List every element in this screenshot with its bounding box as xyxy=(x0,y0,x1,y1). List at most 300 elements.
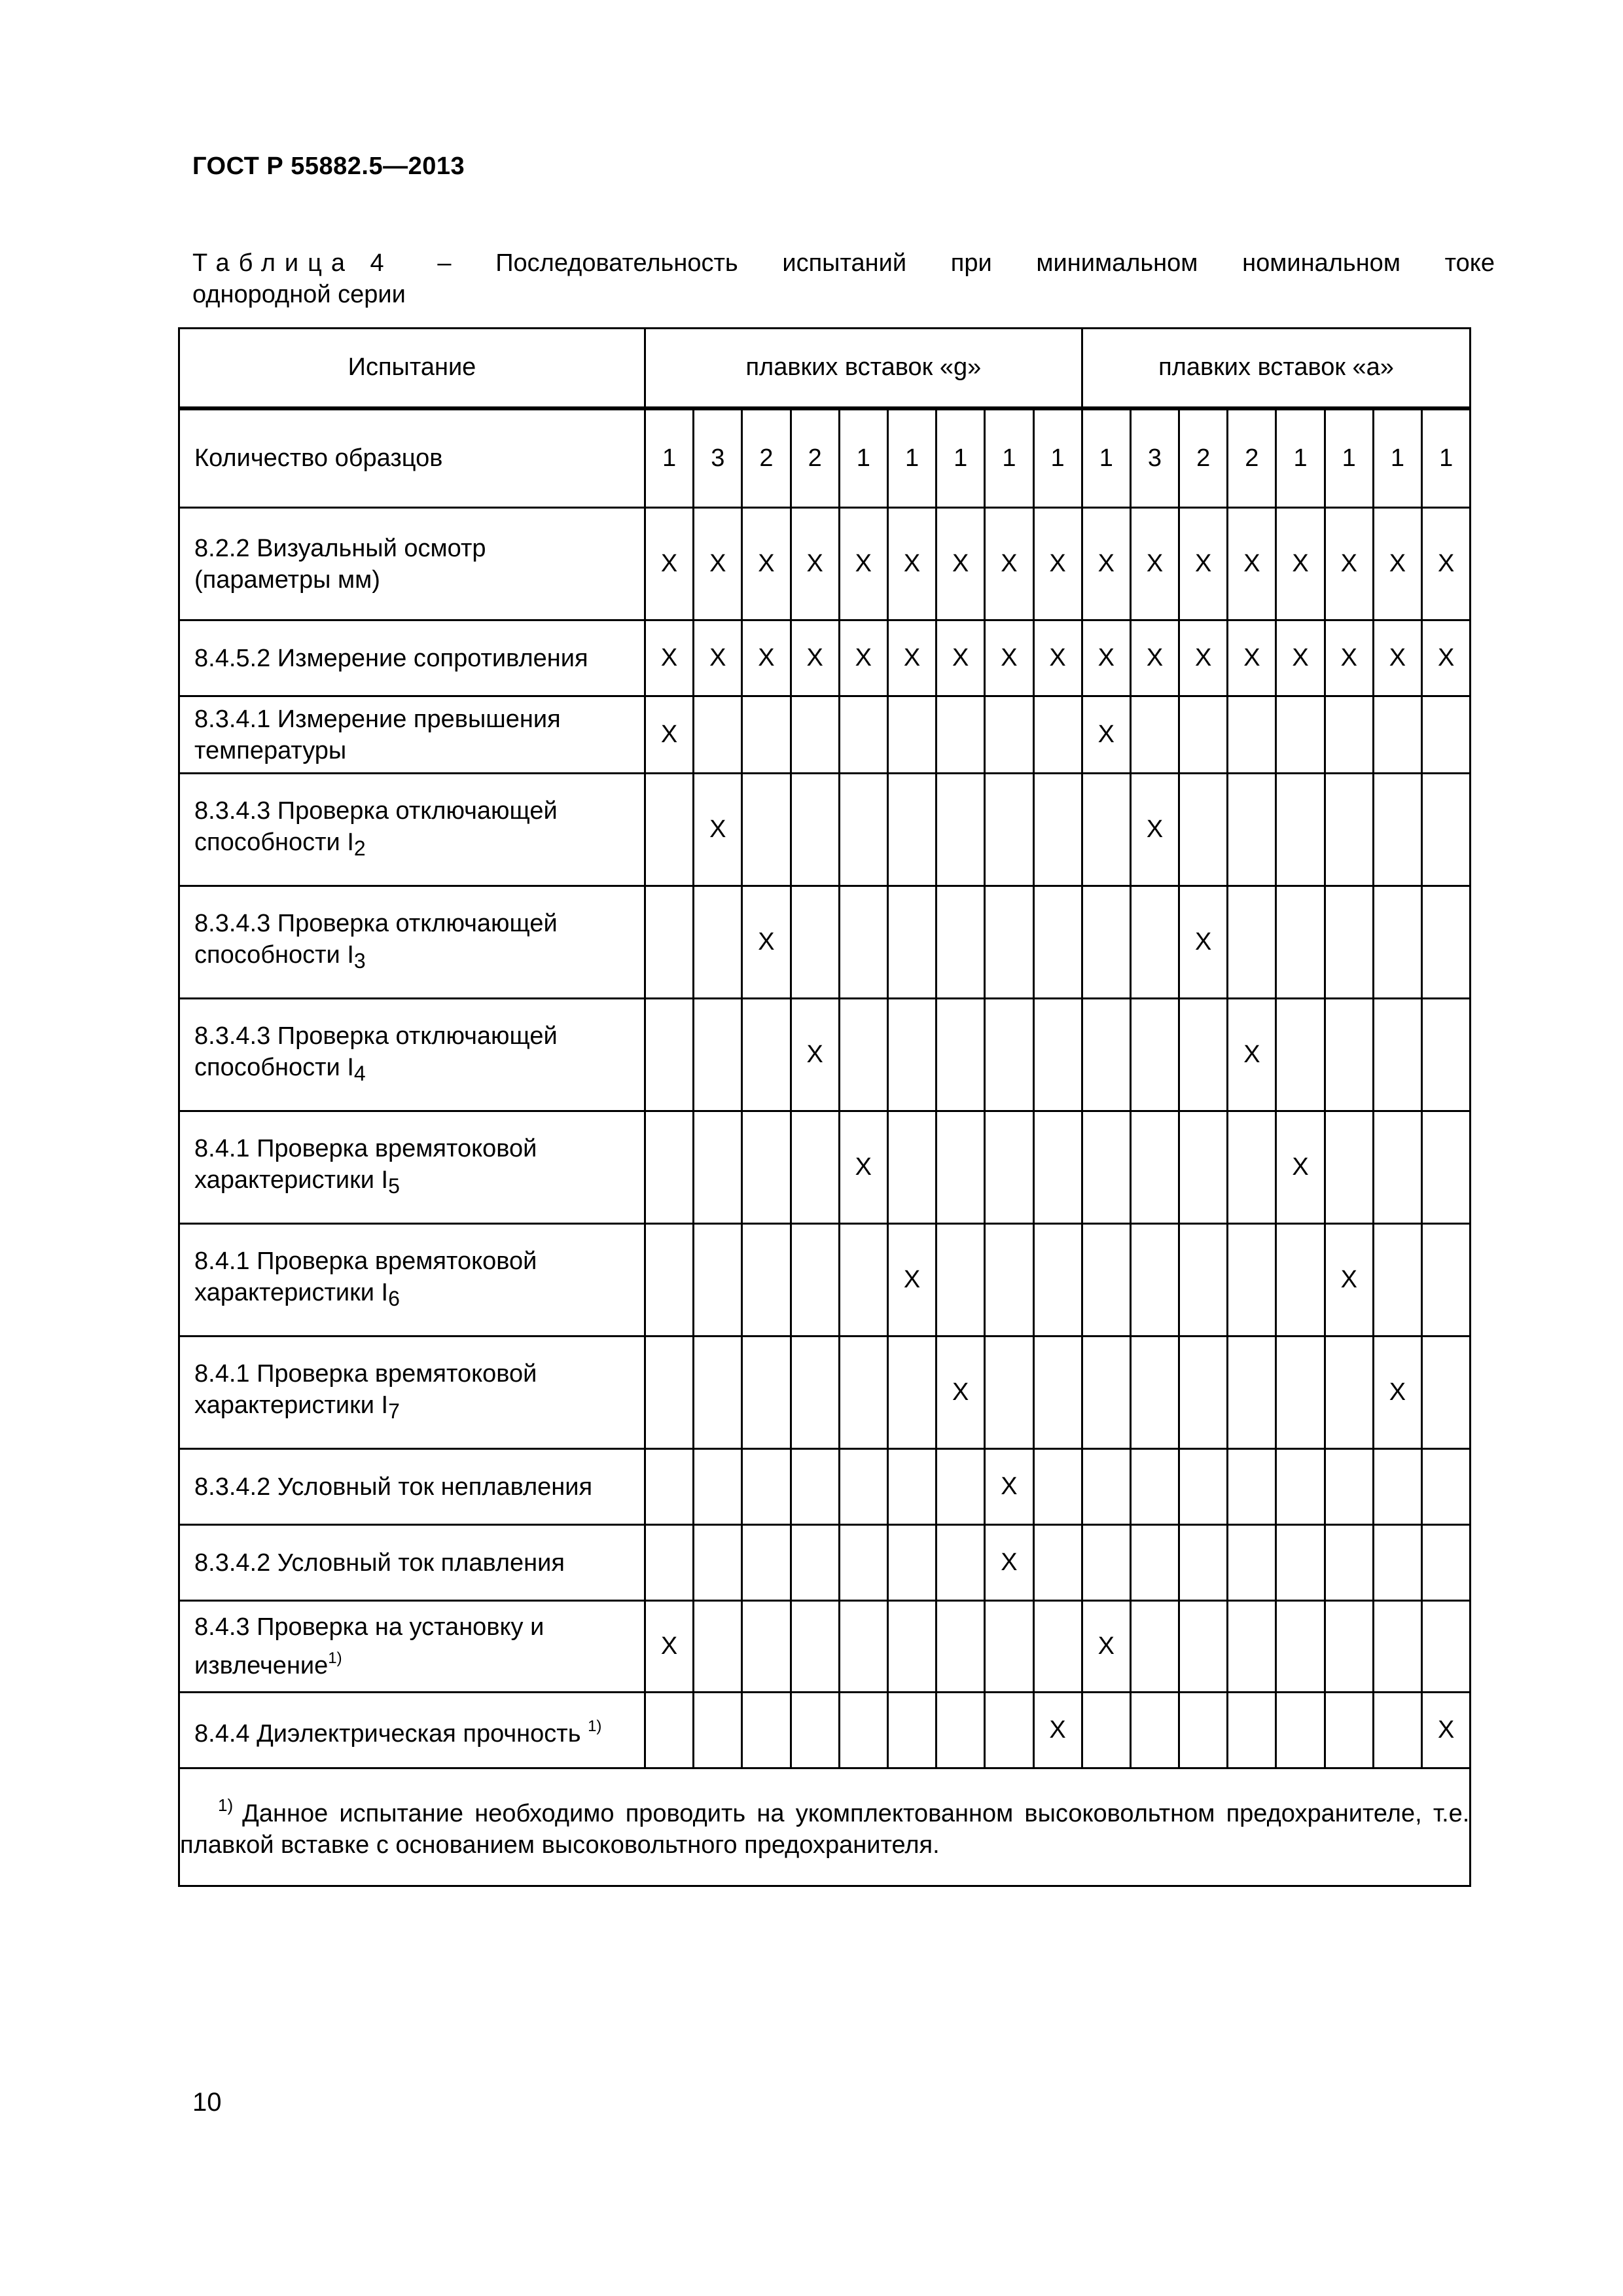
empty-cell xyxy=(1373,1449,1421,1525)
test-mark-cell: X xyxy=(791,620,839,696)
test-name-cell xyxy=(179,1336,645,1449)
current-subscript: 3 xyxy=(353,949,366,973)
empty-cell xyxy=(1033,886,1082,999)
empty-cell xyxy=(1325,1693,1373,1768)
empty-cell xyxy=(742,1224,791,1336)
test-mark-cell: X xyxy=(1373,1336,1421,1449)
empty-cell xyxy=(1228,886,1276,999)
caption-line-1 xyxy=(192,247,1495,279)
empty-cell xyxy=(1373,1601,1421,1693)
test-mark-cell: X xyxy=(839,1111,887,1224)
test-name-line: характеристики I xyxy=(194,1279,389,1306)
empty-cell xyxy=(1325,1111,1373,1224)
empty-cell xyxy=(1033,1601,1082,1693)
test-mark-cell: X xyxy=(1373,620,1421,696)
empty-cell xyxy=(1179,1601,1228,1693)
empty-cell xyxy=(645,1525,694,1601)
caption-word: при xyxy=(950,249,992,277)
test-name-cell xyxy=(179,1224,645,1336)
empty-cell xyxy=(1276,1693,1325,1768)
empty-cell xyxy=(1033,999,1082,1111)
empty-cell xyxy=(791,1449,839,1525)
caption-word: испытаний xyxy=(782,249,907,277)
empty-cell xyxy=(1422,1601,1471,1693)
empty-cell xyxy=(985,774,1033,886)
test-mark-cell: X xyxy=(1179,508,1228,620)
empty-cell xyxy=(839,1224,887,1336)
empty-cell xyxy=(1228,1224,1276,1336)
test-mark-cell: X xyxy=(1082,696,1130,774)
empty-cell xyxy=(1276,1224,1325,1336)
table-header-row xyxy=(179,329,1471,408)
empty-cell xyxy=(839,1336,887,1449)
empty-cell xyxy=(985,696,1033,774)
empty-cell xyxy=(645,999,694,1111)
empty-cell xyxy=(1325,1336,1373,1449)
empty-cell xyxy=(1179,1525,1228,1601)
empty-cell xyxy=(887,1336,936,1449)
table-row xyxy=(179,1601,1471,1693)
footnote-row xyxy=(179,1768,1471,1886)
empty-cell xyxy=(1033,1525,1082,1601)
sample-count-row xyxy=(179,408,1471,508)
empty-cell xyxy=(936,774,985,886)
table-label: Таблица 4 xyxy=(192,249,393,277)
empty-cell xyxy=(1228,1111,1276,1224)
empty-cell xyxy=(1422,886,1471,999)
empty-cell xyxy=(1130,1111,1179,1224)
test-name-line: извлечение xyxy=(194,1652,329,1679)
empty-cell xyxy=(1373,696,1421,774)
test-mark-cell: X xyxy=(694,508,742,620)
empty-cell xyxy=(1422,1449,1471,1525)
empty-cell xyxy=(839,999,887,1111)
test-name-line: способности I xyxy=(194,941,354,969)
empty-cell xyxy=(791,886,839,999)
test-mark-cell: X xyxy=(1130,774,1179,886)
empty-cell xyxy=(839,1693,887,1768)
empty-cell xyxy=(1325,774,1373,886)
empty-cell xyxy=(1130,886,1179,999)
empty-cell xyxy=(936,999,985,1111)
empty-cell xyxy=(1373,1525,1421,1601)
empty-cell xyxy=(742,696,791,774)
empty-cell xyxy=(936,696,985,774)
empty-cell xyxy=(936,1525,985,1601)
footnote-mark: 1) xyxy=(218,1795,234,1815)
test-mark-cell: X xyxy=(791,999,839,1111)
sample-count-cell: 1 xyxy=(1373,408,1421,508)
test-name-cell xyxy=(179,1693,645,1768)
empty-cell xyxy=(1325,1601,1373,1693)
table-caption xyxy=(192,247,1495,310)
empty-cell xyxy=(645,1224,694,1336)
test-mark-cell: X xyxy=(694,620,742,696)
test-name-line: 8.4.1 Проверка времятоковой xyxy=(194,1135,537,1162)
table-row xyxy=(179,774,1471,886)
test-mark-cell: X xyxy=(936,620,985,696)
sample-count-label: Количество образцов xyxy=(179,408,645,508)
empty-cell xyxy=(645,1336,694,1449)
empty-cell xyxy=(1325,1525,1373,1601)
empty-cell xyxy=(1033,696,1082,774)
current-subscript: 7 xyxy=(388,1399,400,1423)
empty-cell xyxy=(1373,999,1421,1111)
header-test: Испытание xyxy=(179,329,645,408)
sample-count-cell: 1 xyxy=(839,408,887,508)
sample-count-cell: 3 xyxy=(1130,408,1179,508)
test-name-line: 8.3.4.2 Условный ток плавления xyxy=(194,1549,565,1577)
test-mark-cell: X xyxy=(1373,508,1421,620)
empty-cell xyxy=(1179,1111,1228,1224)
test-name-line: способности I xyxy=(194,1054,354,1081)
test-name-line: 8.4.1 Проверка времятоковой xyxy=(194,1247,537,1275)
test-mark-cell: X xyxy=(1422,508,1471,620)
empty-cell xyxy=(839,886,887,999)
empty-cell xyxy=(1422,696,1471,774)
sample-count-cell: 1 xyxy=(1082,408,1130,508)
test-mark-cell: X xyxy=(1179,620,1228,696)
test-mark-cell: X xyxy=(1422,1693,1471,1768)
table-row xyxy=(179,1111,1471,1224)
sample-count-cell: 1 xyxy=(936,408,985,508)
empty-cell xyxy=(887,1693,936,1768)
test-mark-cell: X xyxy=(694,774,742,886)
empty-cell xyxy=(1179,1336,1228,1449)
empty-cell xyxy=(839,1449,887,1525)
caption-dash: – xyxy=(437,249,452,277)
empty-cell xyxy=(1422,999,1471,1111)
table-row xyxy=(179,620,1471,696)
sample-count-cell: 3 xyxy=(694,408,742,508)
empty-cell xyxy=(694,696,742,774)
test-name-cell xyxy=(179,1111,645,1224)
sample-count-cell: 2 xyxy=(742,408,791,508)
test-name-line: способности I xyxy=(194,829,354,856)
empty-cell xyxy=(887,886,936,999)
empty-cell xyxy=(791,696,839,774)
caption-word: номинальном xyxy=(1242,249,1400,277)
empty-cell xyxy=(1082,1336,1130,1449)
empty-cell xyxy=(1422,1224,1471,1336)
test-mark-cell: X xyxy=(1325,1224,1373,1336)
empty-cell xyxy=(1033,1111,1082,1224)
test-mark-cell: X xyxy=(887,508,936,620)
test-name-line: 8.3.4.2 Условный ток неплавления xyxy=(194,1473,593,1501)
test-mark-cell: X xyxy=(1228,620,1276,696)
empty-cell xyxy=(1325,696,1373,774)
test-mark-cell: X xyxy=(645,1601,694,1693)
test-name-cell xyxy=(179,999,645,1111)
test-name-cell xyxy=(179,886,645,999)
caption-word: токе xyxy=(1444,249,1495,277)
current-subscript: 5 xyxy=(388,1174,400,1198)
empty-cell xyxy=(1082,886,1130,999)
table-row xyxy=(179,1525,1471,1601)
empty-cell xyxy=(645,1449,694,1525)
empty-cell xyxy=(1228,696,1276,774)
footnote-text: Данное испытание необходимо проводить на укомплектованном высоковольтном предохранителе, т.е. плавкой вставке с основанием высоковольтного предохранителя. xyxy=(180,1800,1470,1859)
test-name-cell xyxy=(179,508,645,620)
empty-cell xyxy=(839,1525,887,1601)
empty-cell xyxy=(694,999,742,1111)
empty-cell xyxy=(1276,696,1325,774)
empty-cell xyxy=(1082,774,1130,886)
table-row xyxy=(179,696,1471,774)
footnote-reference: 1) xyxy=(588,1717,602,1735)
empty-cell xyxy=(985,999,1033,1111)
caption-word: минимальном xyxy=(1036,249,1198,277)
empty-cell xyxy=(936,886,985,999)
test-name-line: 8.3.4.3 Проверка отключающей xyxy=(194,1022,558,1050)
empty-cell xyxy=(1276,1449,1325,1525)
empty-cell xyxy=(887,1601,936,1693)
empty-cell xyxy=(791,1111,839,1224)
empty-cell xyxy=(1325,1449,1373,1525)
empty-cell xyxy=(742,1601,791,1693)
empty-cell xyxy=(1130,1601,1179,1693)
empty-cell xyxy=(1228,1525,1276,1601)
empty-cell xyxy=(1422,1111,1471,1224)
sample-count-cell: 1 xyxy=(887,408,936,508)
empty-cell xyxy=(742,774,791,886)
empty-cell xyxy=(694,1693,742,1768)
empty-cell xyxy=(936,1449,985,1525)
empty-cell xyxy=(1130,696,1179,774)
test-name-cell xyxy=(179,620,645,696)
table-row xyxy=(179,508,1471,620)
test-mark-cell: X xyxy=(1033,508,1082,620)
empty-cell xyxy=(1276,1336,1325,1449)
empty-cell xyxy=(1373,1111,1421,1224)
sample-count-cell: 1 xyxy=(985,408,1033,508)
caption-line-2: однородной серии xyxy=(192,281,406,308)
test-mark-cell: X xyxy=(985,508,1033,620)
empty-cell xyxy=(887,696,936,774)
empty-cell xyxy=(839,1601,887,1693)
empty-cell xyxy=(985,1693,1033,1768)
empty-cell xyxy=(985,886,1033,999)
test-mark-cell: X xyxy=(1033,620,1082,696)
test-mark-cell: X xyxy=(1276,508,1325,620)
empty-cell xyxy=(936,1693,985,1768)
current-subscript: 4 xyxy=(353,1062,366,1085)
test-mark-cell: X xyxy=(1325,508,1373,620)
table-row xyxy=(179,1224,1471,1336)
test-mark-cell: X xyxy=(1130,508,1179,620)
empty-cell xyxy=(887,1525,936,1601)
empty-cell xyxy=(1082,1525,1130,1601)
sample-count-cell: 1 xyxy=(645,408,694,508)
test-name-line: (параметры мм) xyxy=(194,565,380,594)
page-number: 10 xyxy=(192,2088,222,2117)
test-mark-cell: X xyxy=(887,620,936,696)
current-subscript: 2 xyxy=(353,836,366,860)
test-mark-cell: X xyxy=(936,508,985,620)
test-name-cell xyxy=(179,696,645,774)
empty-cell xyxy=(1422,1525,1471,1601)
empty-cell xyxy=(985,1111,1033,1224)
test-mark-cell: X xyxy=(1276,620,1325,696)
empty-cell xyxy=(1228,1449,1276,1525)
test-mark-cell: X xyxy=(1422,620,1471,696)
empty-cell xyxy=(742,1525,791,1601)
test-name-cell xyxy=(179,1449,645,1525)
empty-cell xyxy=(742,1336,791,1449)
empty-cell xyxy=(742,1693,791,1768)
test-mark-cell: X xyxy=(742,508,791,620)
test-name-cell xyxy=(179,774,645,886)
empty-cell xyxy=(887,1449,936,1525)
test-mark-cell: X xyxy=(742,620,791,696)
sample-count-cell: 2 xyxy=(791,408,839,508)
empty-cell xyxy=(1082,1224,1130,1336)
test-name-line: 8.3.4.3 Проверка отключающей xyxy=(194,797,558,825)
document-header: ГОСТ Р 55882.5—2013 xyxy=(192,152,465,180)
empty-cell xyxy=(1033,1224,1082,1336)
empty-cell xyxy=(1228,1601,1276,1693)
empty-cell xyxy=(1276,999,1325,1111)
empty-cell xyxy=(1373,774,1421,886)
test-mark-cell: X xyxy=(1228,999,1276,1111)
empty-cell xyxy=(985,1336,1033,1449)
empty-cell xyxy=(985,1224,1033,1336)
test-name-line: 8.4.4 Диэлектрическая прочность xyxy=(194,1720,588,1748)
empty-cell xyxy=(1033,774,1082,886)
sample-count-cell: 1 xyxy=(1422,408,1471,508)
sample-count-cell: 1 xyxy=(1276,408,1325,508)
empty-cell xyxy=(1422,1336,1471,1449)
empty-cell xyxy=(1179,774,1228,886)
empty-cell xyxy=(1130,1336,1179,1449)
footnote-cell xyxy=(179,1768,1471,1886)
empty-cell xyxy=(936,1224,985,1336)
empty-cell xyxy=(1276,1525,1325,1601)
empty-cell xyxy=(742,1449,791,1525)
caption-word: Последовательность xyxy=(495,249,738,277)
empty-cell xyxy=(1130,1449,1179,1525)
empty-cell xyxy=(985,1601,1033,1693)
empty-cell xyxy=(694,1525,742,1601)
test-mark-cell: X xyxy=(1179,886,1228,999)
sample-count-cell: 1 xyxy=(1033,408,1082,508)
table-row xyxy=(179,999,1471,1111)
test-mark-cell: X xyxy=(1325,620,1373,696)
sample-count-cell: 2 xyxy=(1179,408,1228,508)
empty-cell xyxy=(742,999,791,1111)
empty-cell xyxy=(1130,1693,1179,1768)
test-mark-cell: X xyxy=(1276,1111,1325,1224)
empty-cell xyxy=(1082,1693,1130,1768)
test-mark-cell: X xyxy=(1082,508,1130,620)
header-group-a: плавких вставок «a» xyxy=(1082,329,1471,408)
empty-cell xyxy=(1373,1693,1421,1768)
empty-cell xyxy=(694,1224,742,1336)
empty-cell xyxy=(1033,1449,1082,1525)
empty-cell xyxy=(645,774,694,886)
empty-cell xyxy=(1130,1224,1179,1336)
test-mark-cell: X xyxy=(1082,620,1130,696)
test-name-line: 8.4.1 Проверка времятоковой xyxy=(194,1360,537,1388)
table-row xyxy=(179,1449,1471,1525)
empty-cell xyxy=(1130,1525,1179,1601)
test-name-line: 8.2.2 Визуальный осмотр xyxy=(194,534,486,562)
empty-cell xyxy=(1373,886,1421,999)
header-group-g: плавких вставок «g» xyxy=(645,329,1082,408)
current-subscript: 6 xyxy=(388,1287,400,1310)
test-mark-cell: X xyxy=(1130,620,1179,696)
empty-cell xyxy=(1276,886,1325,999)
test-name-cell xyxy=(179,1525,645,1601)
empty-cell xyxy=(694,1601,742,1693)
empty-cell xyxy=(694,1336,742,1449)
empty-cell xyxy=(694,1449,742,1525)
test-mark-cell: X xyxy=(1082,1601,1130,1693)
empty-cell xyxy=(1082,999,1130,1111)
empty-cell xyxy=(791,1224,839,1336)
empty-cell xyxy=(839,696,887,774)
test-name-line: температуры xyxy=(194,736,347,764)
empty-cell xyxy=(645,1693,694,1768)
sample-count-cell: 1 xyxy=(1325,408,1373,508)
test-mark-cell: X xyxy=(985,1449,1033,1525)
empty-cell xyxy=(1422,774,1471,886)
empty-cell xyxy=(1228,774,1276,886)
empty-cell xyxy=(1179,999,1228,1111)
test-mark-cell: X xyxy=(645,508,694,620)
empty-cell xyxy=(1179,1224,1228,1336)
empty-cell xyxy=(1179,1693,1228,1768)
test-name-line: характеристики I xyxy=(194,1166,389,1194)
empty-cell xyxy=(791,1336,839,1449)
empty-cell xyxy=(791,1601,839,1693)
empty-cell xyxy=(1130,999,1179,1111)
empty-cell xyxy=(887,774,936,886)
empty-cell xyxy=(936,1111,985,1224)
empty-cell xyxy=(791,774,839,886)
sample-count-cell: 2 xyxy=(1228,408,1276,508)
table-row xyxy=(179,1693,1471,1768)
test-mark-cell: X xyxy=(985,620,1033,696)
test-name-line: 8.4.5.2 Измерение сопротивления xyxy=(194,644,588,672)
test-sequence-table xyxy=(178,327,1471,1887)
table-row xyxy=(179,1336,1471,1449)
empty-cell xyxy=(645,886,694,999)
test-mark-cell: X xyxy=(985,1525,1033,1601)
empty-cell xyxy=(1373,1224,1421,1336)
empty-cell xyxy=(1082,1111,1130,1224)
footnote-reference: 1) xyxy=(328,1649,342,1667)
empty-cell xyxy=(1276,1601,1325,1693)
empty-cell xyxy=(1179,696,1228,774)
empty-cell xyxy=(1325,886,1373,999)
test-name-line: 8.3.4.1 Измерение превышения xyxy=(194,705,561,733)
test-mark-cell: X xyxy=(645,696,694,774)
empty-cell xyxy=(1228,1336,1276,1449)
empty-cell xyxy=(887,999,936,1111)
test-name-line: 8.4.3 Проверка на установку и xyxy=(194,1613,544,1641)
empty-cell xyxy=(791,1525,839,1601)
empty-cell xyxy=(1325,999,1373,1111)
empty-cell xyxy=(694,1111,742,1224)
test-mark-cell: X xyxy=(791,508,839,620)
empty-cell xyxy=(1082,1449,1130,1525)
test-mark-cell: X xyxy=(839,508,887,620)
test-name-line: характеристики I xyxy=(194,1391,389,1419)
table-row xyxy=(179,886,1471,999)
empty-cell xyxy=(936,1601,985,1693)
test-mark-cell: X xyxy=(1228,508,1276,620)
